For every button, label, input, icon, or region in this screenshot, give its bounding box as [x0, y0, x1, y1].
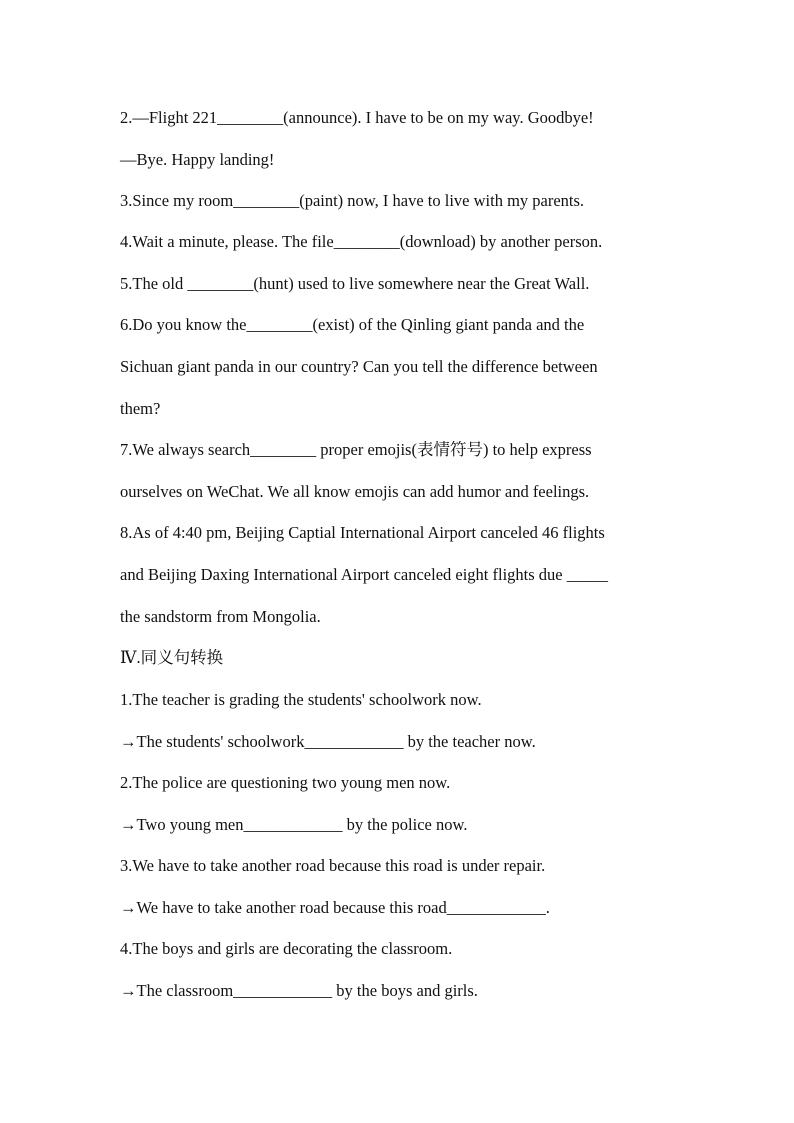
rewrite-2-target: →Two young men____________ by the police now.	[120, 815, 468, 834]
question-8-line-3: the sandstorm from Mongolia.	[120, 607, 321, 626]
question-3: 3.Since my room________(paint) now, I have to live with my parents.	[120, 191, 585, 210]
rewrite-3-target: →We have to take another road because this road____________.	[120, 898, 550, 917]
question-6-line-2: Sichuan giant panda in our country? Can you tell the difference between	[120, 357, 598, 376]
rewrite-3-original: 3.We have to take another road because this road is under repair.	[120, 856, 546, 875]
question-8-line-2: and Beijing Daxing International Airport canceled eight flights due _____	[120, 565, 608, 584]
rewrite-1-original: 1.The teacher is grading the students' schoolwork now.	[120, 690, 482, 709]
rewrite-4-target: →The classroom____________ by the boys and girls.	[120, 981, 478, 1000]
question-6-line-1: 6.Do you know the________(exist) of the Qinling giant panda and the	[120, 315, 585, 334]
question-8-line-1: 8.As of 4:40 pm, Beijing Captial International Airport canceled 46 flights	[120, 523, 605, 542]
question-2-line-1: 2.—Flight 221________(announce). I have to be on my way. Goodbye!	[120, 108, 594, 127]
question-5: 5.The old ________(hunt) used to live somewhere near the Great Wall.	[120, 274, 590, 293]
rewrite-1-target: →The students' schoolwork____________ by the teacher now.	[120, 732, 536, 751]
question-2-line-2: —Bye. Happy landing!	[120, 150, 275, 169]
section-heading: Ⅳ.同义句转换	[120, 648, 224, 667]
question-4: 4.Wait a minute, please. The file________(download) by another person.	[120, 232, 603, 251]
rewrite-4-original: 4.The boys and girls are decorating the classroom.	[120, 939, 453, 958]
rewrite-2-original: 2.The police are questioning two young men now.	[120, 773, 451, 792]
question-7-line-1: 7.We always search________ proper emojis(表情符号) to help express	[120, 440, 592, 459]
question-7-line-2: ourselves on WeChat. We all know emojis can add humor and feelings.	[120, 482, 590, 501]
question-6-line-3: them?	[120, 399, 161, 418]
